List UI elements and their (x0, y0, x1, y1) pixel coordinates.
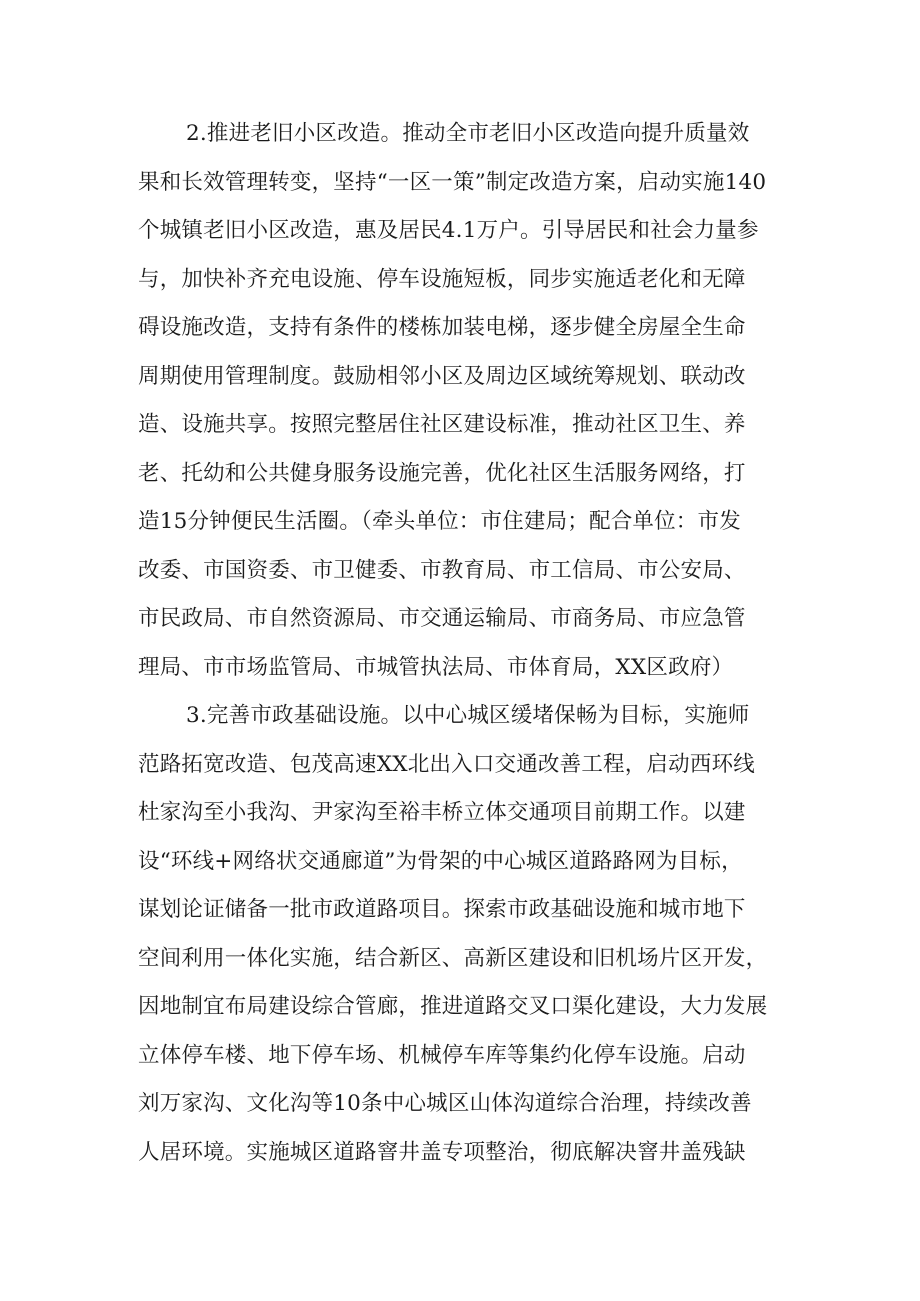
paragraph-2-line: 与，加快补齐充电设施、停车设施短板，同步实施适老化和无障 (138, 266, 746, 292)
paragraph-2-line: 理局、市市场监管局、市城管执法局、市体育局，XX区政府） (138, 654, 734, 680)
paragraph-3-line: 空间利用一体化实施，结合新区、高新区建设和旧机场片区开发， (138, 945, 768, 971)
paragraph-2-line: 改委、市国资委、市卫健委、市教育局、市工信局、市公安局、 (138, 557, 746, 583)
document-body (138, 110, 798, 1177)
paragraph-3-line: 杜家沟至小我沟、尹家沟至裕丰桥立体交通项目前期工作。以建 (138, 800, 746, 825)
paragraph-3-line: 立体停车楼、地下停车场、机械停车库等集约化停车设施。启动 (138, 1042, 746, 1068)
paragraph-2-line: 老、托幼和公共健身服务设施完善，优化社区生活服务网络，打 (138, 460, 746, 486)
paragraph-2-line: 市民政局、市自然资源局、市交通运输局、市商务局、市应急管 (138, 606, 746, 631)
paragraph-3-line: 范路拓宽改造、包茂高速XX北出入口交通改善工程，启动西环线 (138, 751, 755, 777)
paragraph-3-line: 设“环线+网络状交通廊道”为骨架的中心城区道路路网为目标， (138, 848, 743, 874)
paragraph-2-line: 碍设施改造，支持有条件的楼栋加装电梯，逐步健全房屋全生命 (138, 315, 746, 340)
paragraph-3-line: 人居环境。实施城区道路窨井盖专项整治，彻底解决窨井盖残缺 (138, 1139, 746, 1165)
paragraph-2-line: 果和长效管理转变，坚持“一区一策”制定改造方案，启动实施140 (138, 169, 767, 195)
paragraph-3-line: 3.完善市政基础设施。以中心城区缓堵保畅为目标，实施师 (186, 703, 750, 728)
paragraph-3-line: 因地制宜布局建设综合管廊，推进道路交叉口渠化建设，大力发展 (138, 994, 768, 1019)
paragraph-2-line: 造、设施共享。按照完整居住社区建设标准，推动社区卫生、养 (138, 412, 746, 437)
paragraph-2-line: 造15分钟便民生活圈。（牵头单位：市住建局；配合单位：市发 (138, 509, 741, 534)
paragraph-3-line: 谋划论证储备一批市政道路项目。探索市政基础设施和城市地下 (138, 897, 746, 922)
paragraph-2-line: 2.推进老旧小区改造。推动全市老旧小区改造向提升质量效 (186, 121, 750, 146)
paragraph-2-line: 个城镇老旧小区改造，惠及居民4.1万户。引导居民和社会力量参 (138, 218, 759, 243)
paragraph-3-line: 刘万家沟、文化沟等10条中心城区山体沟道综合治理，持续改善 (138, 1091, 752, 1116)
paragraph-2-line: 周期使用管理制度。鼓励相邻小区及周边区域统筹规划、联动改 (138, 363, 746, 389)
